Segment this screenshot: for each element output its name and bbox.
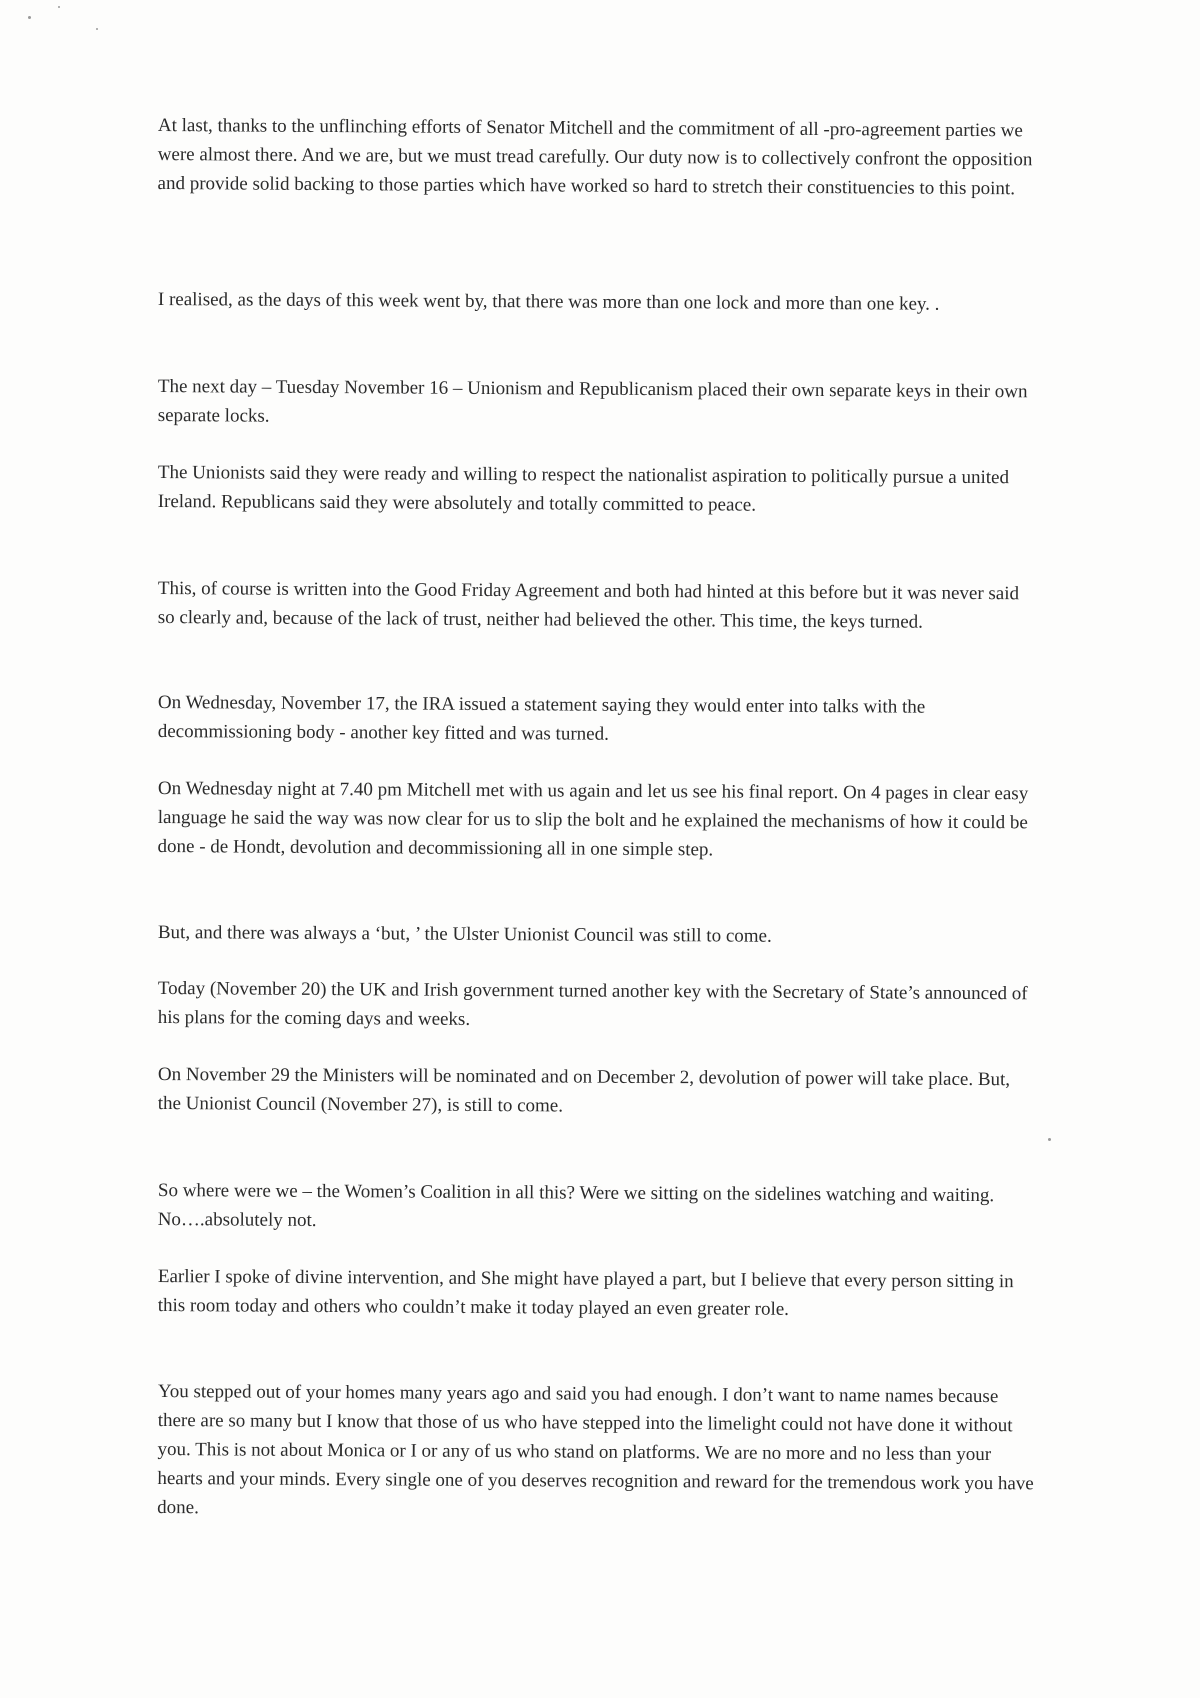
paragraph-mitchell-efforts: At last, thanks to the unflinching efforts of Senator Mitchell and the commitment of all -pro-agreement parties we were almost there. And we are, but we must tread carefully. Our duty now is to collectively confront the opposition and provide solid backing to those parties which have worked so hard to stretch their constituencies to this point.	[157, 114, 1033, 200]
paragraph-ira-statement: On Wednesday, November 17, the IRA issued a statement saying they would enter into talks with the decommissioning body - another key fitted and was turned.	[157, 691, 926, 745]
paragraph-lock-and-key: I realised, as the days of this week went by, that there was more than one lock and more than one key. .	[157, 288, 940, 315]
paragraph-tuesday-november-16: The next day – Tuesday November 16 – Unionism and Republicanism placed their own separate keys in their own separate locks.	[157, 375, 1028, 427]
scan-speck	[96, 28, 98, 30]
paragraph-good-friday-agreement: This, of course is written into the Good Friday Agreement and both had hinted at this before but it was never said so clearly and, because of the lack of trust, neither had believed the other. This time, the keys turned.	[157, 577, 1020, 633]
scan-speck	[28, 16, 31, 19]
paragraph-divine-intervention: Earlier I spoke of divine intervention, and She might have played a part, but I believe that every person sitting in this room today and others who couldn’t make it today played an even greater role.	[157, 1265, 1014, 1320]
paragraph-mitchell-final-report: On Wednesday night at 7.40 pm Mitchell met with us again and let us see his final report. On 4 pages in clear easy language he said the way was now clear for us to slip the bolt and he explained the mechanisms of how it could be done - de Hondt, devolution and decommissioning all in one simple step.	[157, 777, 1029, 861]
paragraph-you-stepped-out: You stepped out of your homes many years ago and said you had enough. I don’t want to name names because there are so many but I know that those of us who have stepped into the limelight could not have done it without you. This is not about Monica or I or any of us who stand on platforms. We are no more and no less than your hearts and your minds. Every single one of you deserves recognition and reward for the tremendous work you have done.	[157, 1380, 1034, 1519]
paragraph-november-20: Today (November 20) the UK and Irish government turned another key with the Secretary of State’s announced of his plans for the coming days and weeks.	[157, 977, 1028, 1030]
paragraph-ulster-unionist-council: But, and there was always a ‘but, ’ the Ulster Unionist Council was still to come.	[157, 921, 772, 947]
paragraph-unionists-republicans: The Unionists said they were ready and willing to respect the nationalist aspiration to politically pursue a united Ireland. Republicans said they were absolutely and totally committed to peace.	[157, 461, 1010, 516]
scan-speck	[58, 6, 60, 8]
scan-speck	[1048, 1138, 1051, 1141]
paragraph-womens-coalition: So where were we – the Women’s Coalition in all this? Were we sitting on the sidelines watching and waiting. No….absolutely not.	[157, 1179, 995, 1231]
paragraph-november-29: On November 29 the Ministers will be nominated and on December 2, devolution of power will take place. But, the Unionist Council (November 27), is still to come.	[157, 1063, 1011, 1117]
